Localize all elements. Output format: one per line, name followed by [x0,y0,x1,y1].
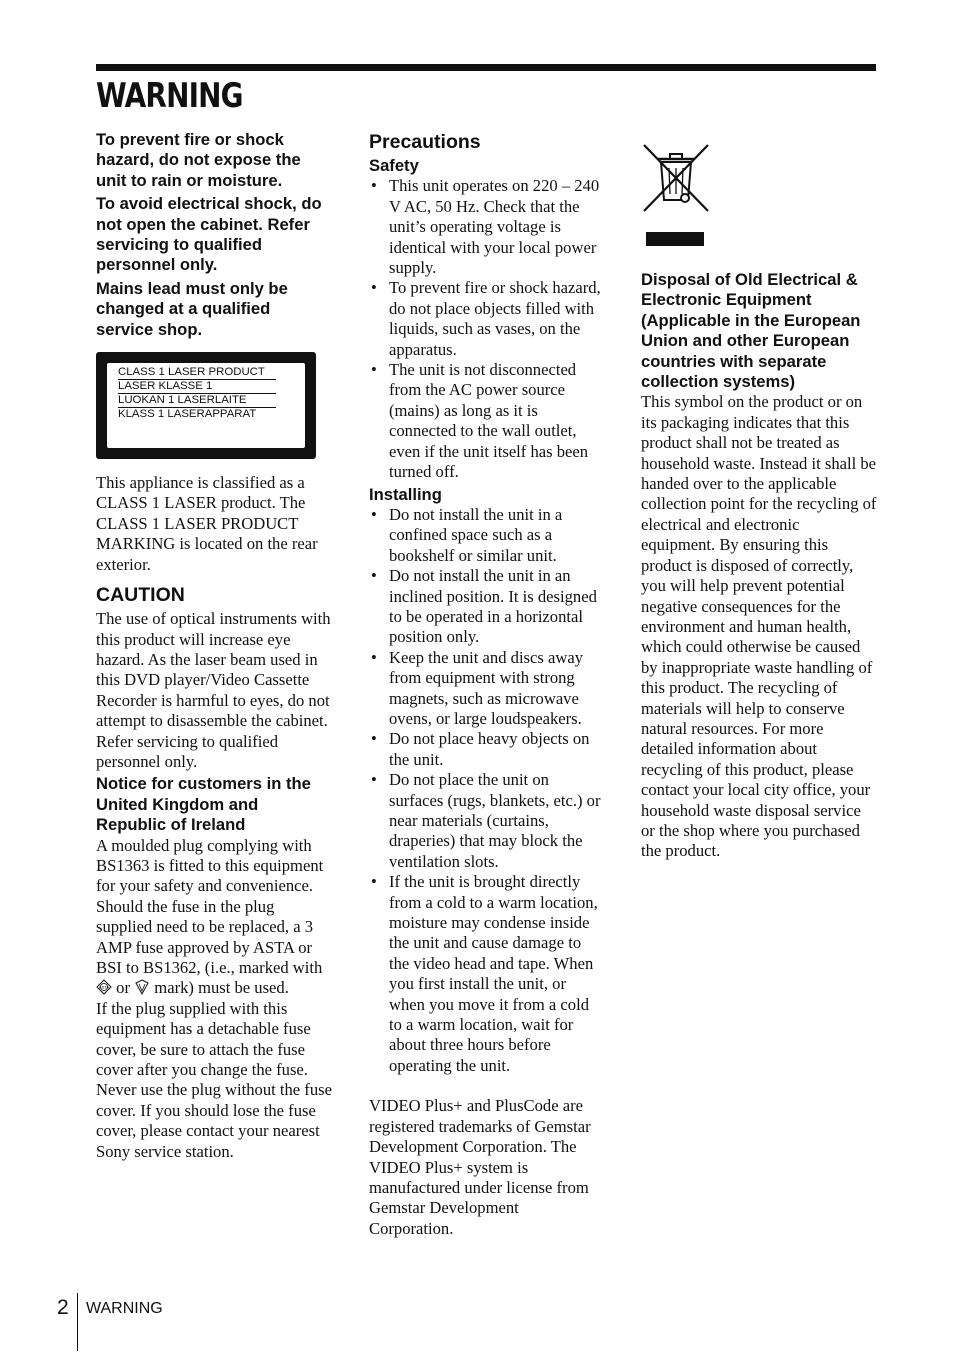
laser-classification-text: This appliance is classified as a CLASS 1 LASER product. The CLASS 1 LASER PRODUCT MARKING is located on the rear exterior. [96,473,318,574]
list-item: • Do not place heavy objects on the unit. [369,729,605,770]
warning-moisture: To prevent fire or shock hazard, do not expose the unit to rain or moisture. [96,130,301,190]
column-middle [369,130,605,1239]
page-number: 2 [57,1296,69,1319]
laser-label-line: LUOKAN 1 LASERLAITE [118,394,276,408]
caution-text-2: Refer servicing to qualified personnel only. [96,731,279,771]
bsi-kitemark-icon [134,979,150,995]
precautions-heading: Precautions [369,131,481,153]
separate-collection-bar [646,232,704,246]
laser-product-label [96,352,316,459]
trademark-notice: VIDEO Plus+ and PlusCode are registered trademarks of Gemstar Development Corporation. The VIDEO Plus+ system is manufactured under license from Gemstar Development Corporation. [369,1096,591,1238]
column-left [96,130,332,1162]
uk-notice-heading: Notice for customers in the United Kingdom and Republic of Ireland [96,774,311,835]
list-item: • Do not install the unit in an inclined position. It is designed to be operated in a horizontal position only. [369,566,605,648]
laser-label-line: CLASS 1 LASER PRODUCT [118,366,276,380]
list-item: • Keep the unit and discs away from equipment with strong magnets, such as microwave ovens, or large loudspeakers. [369,648,605,730]
safety-list [369,176,605,482]
safety-heading: Safety [369,156,419,175]
column-right [641,130,877,862]
list-item: • Do not place the unit on surfaces (rugs, blankets, etc.) or near materials (curtains, draperies) that may block the ventilation slots. [369,770,605,872]
caution-heading: CAUTION [96,584,185,607]
uk-notice-para-3: If the plug supplied with this equipment has a detachable fuse cover, be sure to attach the fuse cover after you change the fuse. Never use the plug without the fuse cover. If you should lose the fuse cover, please contact your nearest Sony service station. [96,998,332,1161]
list-item: • If the unit is brought directly from a cold to a warm location, moisture may condense inside the unit and cause damage to the video head and tape. When you first install the unit, or when you move it from a cold to a warm location, wait for about three hours before operating the unit. [369,872,605,1076]
header-rule [96,64,876,71]
uk-notice-para-2-a: Should the fuse in the plug supplied need to be replaced, a 3 AMP fuse approved by ASTA or BSI to BS1362, (i.e., marked with [96,896,323,977]
laser-label-line: KLASS 1 LASERAPPARAT [118,408,257,421]
uk-notice-para-2-b: mark) must be used. [154,978,289,998]
asta-mark-icon [96,979,112,995]
uk-notice-or: or [116,978,130,998]
footer-divider [77,1293,78,1351]
disposal-text: This symbol on the product or on its packaging indicates that this product shall not be treated as household waste. Instead it shall be handed over to the applicable collection point for the recycling of electrical and electronic equipment. By ensuring this product is disposed of correctly, you will help prevent potential negative consequences for the environment and human health, which could otherwise be caused by inappropriate waste handling of this product. The recycling of materials will help to conserve natural resources. For more detailed information about recycling of this product, please contact your local city office, your household waste disposal service or the shop where you purchased the product. [641,392,877,861]
uk-notice-para-1: A moulded plug complying with BS1363 is fitted to this equipment for your safety and convenience. [96,835,324,896]
uk-notice-para-2 [96,897,332,999]
crossed-out-wheelie-bin-icon [641,142,711,214]
list-item: • To prevent fire or shock hazard, do not place objects filled with liquids, such as vases, on the apparatus. [369,278,605,360]
list-item: • This unit operates on 220 – 240 V AC, 50 Hz. Check that the unit’s operating voltage is identical with your local power supply. [369,176,605,278]
installing-list [369,505,605,1076]
installing-heading: Installing [369,484,442,504]
caution-text: The use of optical instruments with this product will increase eye hazard. As the laser beam used in this DVD player/Video Cassette Recorder is harmful to eyes, do not attempt to disassemble the cabinet. [96,609,331,731]
disposal-heading: Disposal of Old Electrical & Electronic Equipment (Applicable in the European Union and other European countries with separate collection systems) [641,270,861,392]
footer-section-label: WARNING [86,1300,163,1317]
page-title: WARNING [96,76,243,116]
warning-shock: To avoid electrical shock, do not open the cabinet. Refer servicing to qualified personnel only. [96,194,322,275]
list-item: • The unit is not disconnected from the AC power source (mains) as long as it is connected to the wall outlet, even if the unit itself has been turned off. [369,360,605,482]
list-item: • Do not install the unit in a confined space such as a bookshelf or similar unit. [369,505,605,566]
svg-text:ASTA: ASTA [98,985,110,991]
warning-mains-lead: Mains lead must only be changed at a qualified service shop. [96,278,288,339]
laser-label-line: LASER KLASSE 1 [118,380,276,394]
